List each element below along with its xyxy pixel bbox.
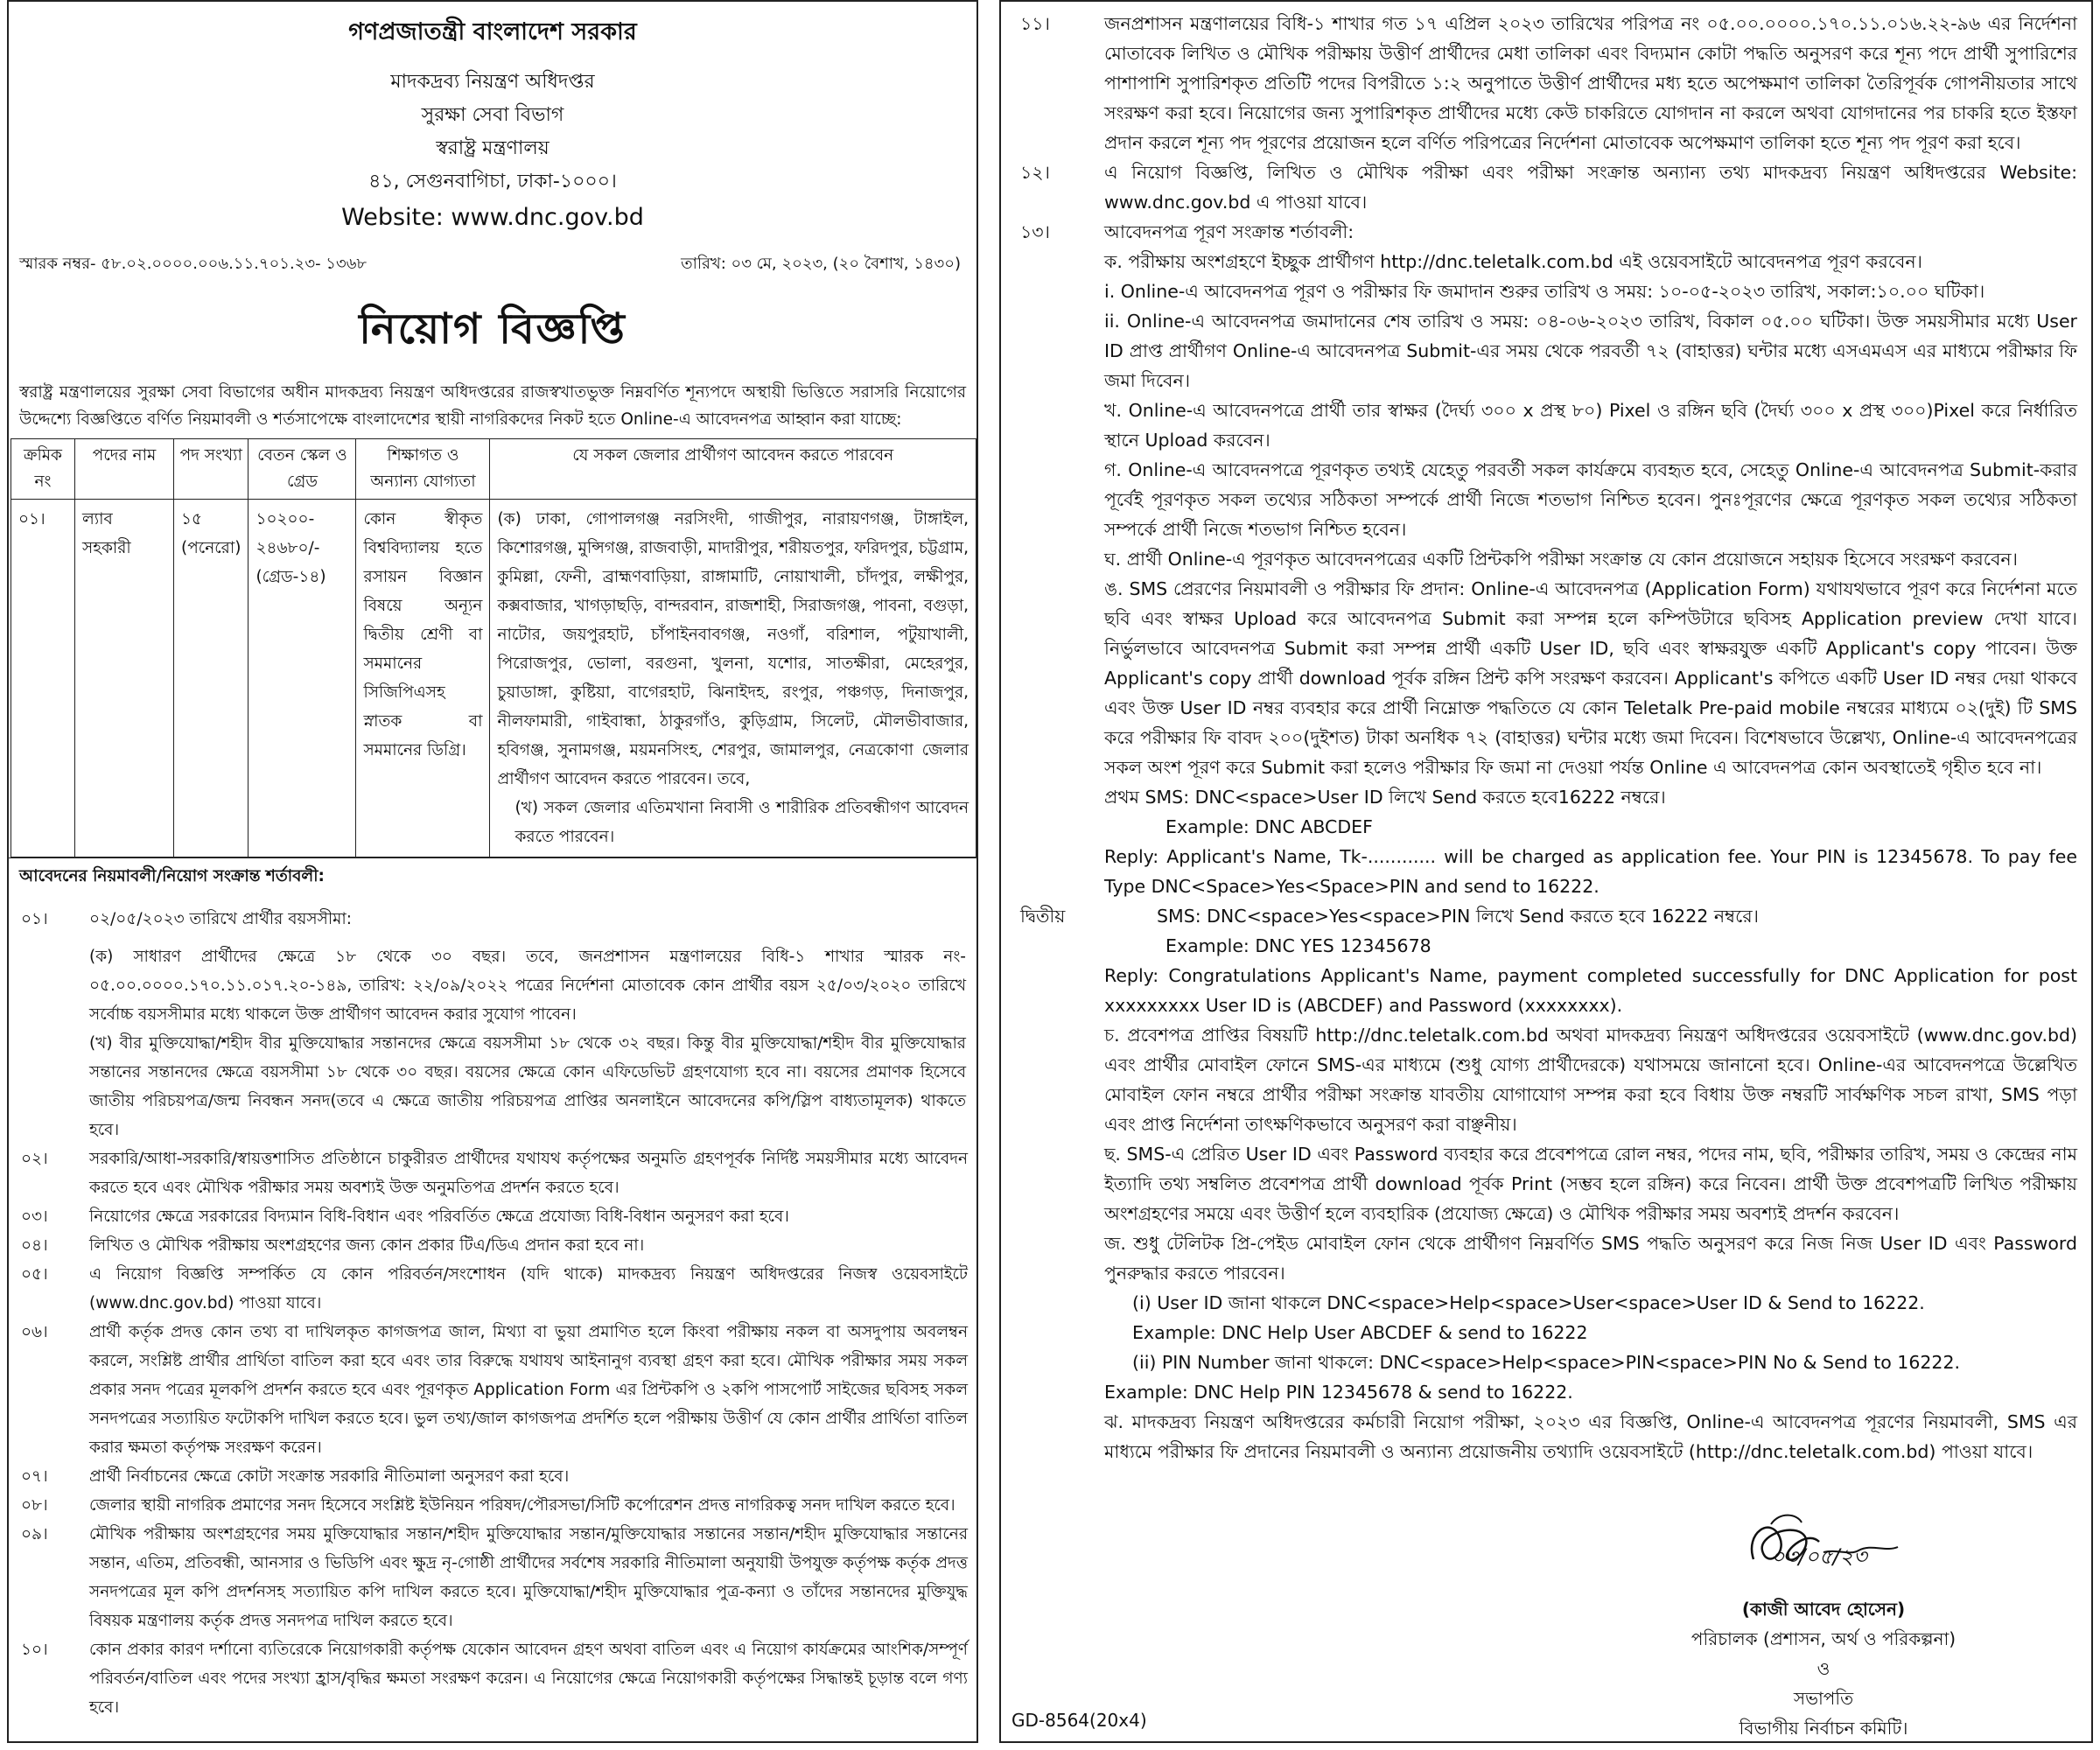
left-column xyxy=(7,0,978,1743)
sub-gha: ঘ. প্রার্থী Online-এ পূরণকৃত আবেদনপত্রের একটি প্রিন্টকপি পরীক্ষা সংক্রান্ত যে কোন প্রয়োজনে সহায়ক হিসেবে সংরক্ষণ করবেন। xyxy=(1104,549,2018,570)
clause-number: ১২। xyxy=(1020,162,1050,183)
sms-second: SMS: DNC<space>Yes<space>PIN লিখে Send করতে হবে 16222 নম্বরে। xyxy=(1157,906,1759,927)
clause-number: ১৩। xyxy=(1020,221,1050,242)
sms-first: প্রথম SMS: DNC<space>User ID লিখে Send করতে হবে16222 নম্বরে। xyxy=(1104,787,1666,808)
clause-text: ০২/০৫/২০২৩ তারিখে প্রার্থীর বয়সসীমা: xyxy=(89,910,353,928)
vacancy-table xyxy=(10,438,976,858)
districts-b: (খ) সকল জেলার এতিমখানা নিবাসী ও শারীরিক প্রতিবন্ধীগণ আবেদন করতে পারবেন। xyxy=(514,799,969,846)
cell-count: ১৫ (পনেরো) xyxy=(174,500,248,858)
ministry-name: স্বরাষ্ট্র মন্ত্রণালয় xyxy=(436,137,550,159)
second-label: দ্বিতীয় xyxy=(1020,906,1066,927)
clause-text: এ নিয়োগ বিজ্ঞপ্তি সম্পর্কিত যে কোন পরিবর্তন/সংশোধন (যদি থাকে) মাদকদ্রব্য নিয়ন্ত্রণ অধিদপ্তরের নিজস্ব ওয়েবসাইটে (www.dnc.gov.bd) পাওয়া যাবে। xyxy=(89,1265,968,1312)
clause-text: কোন প্রকার কারণ দর্শানো ব্যতিরেকে নিয়োগকারী কর্তৃপক্ষ যেকোন আবেদন গ্রহণ অথবা বাতিল এবং এ নিয়োগ কার্যক্রমের আংশিক/সম্পূর্ণ পরিবর্তন/বাতিল এবং পদের সংখ্যা হ্রাস/বৃদ্ধির ক্ষমতা সংরক্ষণ করেন। এ নিয়োগের ক্ষেত্রে নিয়োগকারী কর্তৃপক্ষের সিদ্ধান্তই চূড়ান্ত বলে গণ্য হবে। xyxy=(89,1641,968,1717)
signatory-name: (কাজী আবেদ হোসেন) xyxy=(1741,1599,1906,1620)
cell-post: ল্যাব সহকারী xyxy=(75,500,174,858)
col-districts: যে সকল জেলার প্রার্থীগণ আবেদন করতে পারবেন xyxy=(490,439,976,500)
clause-number: ০৩। xyxy=(21,1208,48,1226)
sub-ii: ii. Online-এ আবেদনপত্র জমাদানের শেষ তারিখ ও সময়: ০৪-০৬-২০২৩ তারিখ, বিকাল ০৫.০০ ঘটিকা। উক্ত সময়সীমার মধ্যে User ID প্রাপ্ত প্রার্থীগণ Online-এ আবেদনপত্র Submit-এর সময় থেকে পরবর্তী ৭২ (বাহাত্তর) ঘন্টার মধ্যে এসএমএস এর মাধ্যমে পরীক্ষার ফি জমা দিবেন। xyxy=(1104,311,2077,391)
clause-05 xyxy=(9,1260,976,1318)
govt-header: গণপ্রজাতন্ত্রী বাংলাদেশ সরকার xyxy=(348,18,637,46)
col-post: পদের নাম xyxy=(75,439,174,500)
clause-number: ১১। xyxy=(1020,13,1050,34)
memo-date: তারিখ: ০৩ মে, ২০২৩, (২০ বৈশাখ, ১৪৩০) xyxy=(681,255,961,273)
table-header-row xyxy=(11,439,976,500)
signatory-designation: পরিচালক (প্রশাসন, অর্থ ও পরিকল্পনা) xyxy=(1690,1628,1956,1649)
website-line: Website: www.dnc.gov.bd xyxy=(341,204,644,231)
clause-01 xyxy=(9,905,976,934)
notice-title: নিয়োগ বিজ্ঞপ্তি xyxy=(359,304,626,354)
col-scale: বেতন স্কেল ও গ্রেড xyxy=(248,439,356,500)
memo-row xyxy=(9,237,976,278)
sub-ja-ii: (ii) PIN Number জানা থাকলে: DNC<space>Help<space>PIN<space>PIN No & Send to 16222. xyxy=(1132,1352,1961,1373)
sub-ka: ক. পরীক্ষায় অংশগ্রহণে ইচ্ছুক প্রার্থীগণ http://dnc.teletalk.com.bd এই ওয়েবসাইটে আবেদনপত্র পূরণ করবেন। xyxy=(1104,251,1922,272)
cell-districts xyxy=(490,500,976,858)
clause-02 xyxy=(9,1144,976,1202)
sub-ja: জ. শুধু টেলিটক প্রি-পেইড মোবাইল ফোন থেকে প্রার্থীগণ নিম্নবর্ণিত SMS পদ্ধতি অনুসরণ করে নিজ নিজ User ID এবং Password পুনরুদ্ধার করতে পারবেন। xyxy=(1104,1233,2077,1284)
clause-text: আবেদনপত্র পূরণ সংক্রান্ত শর্তাবলী: xyxy=(1104,221,1354,242)
cell-serial: ০১। xyxy=(11,500,75,858)
sms-example-1: Example: DNC ABCDEF xyxy=(1166,816,1373,837)
intro-paragraph: স্বরাষ্ট্র মন্ত্রণালয়ের সুরক্ষা সেবা বিভাগের অধীন মাদকদ্রব্য নিয়ন্ত্রণ অধিদপ্তরের রাজস্বখাতভুক্ত নিম্নবর্ণিত শূন্যপদে অস্থায়ী ভিত্তিতে সরাসরি নিয়োগের উদ্দেশ্যে বিজ্ঞপ্তিতে বর্ণিত নিয়মাবলী ও শর্তসাপেক্ষে বাংলাদেশের স্থায়ী নাগরিকদের নিকট হতে Online-এ আবেদনপত্র আহ্বান করা যাচ্ছে: xyxy=(19,383,966,429)
cell-qualification: কোন স্বীকৃত বিশ্ববিদ্যালয় হতে রসায়ন বিজ্ঞান বিষয়ে অন্যূন দ্বিতীয় শ্রেণী বা সমমানের সিজিপিএসহ স্নাতক বা সমমানের ডিগ্রি। xyxy=(356,500,490,858)
clause-number: ০২। xyxy=(21,1150,48,1168)
clause-01-a: (ক) সাধারণ প্রার্থীদের ক্ষেত্রে ১৮ থেকে ৩০ বছর। তবে, জনপ্রশাসন মন্ত্রণালয়ের বিধি-১ শাখার স্মারক নং- ০৫.০০.০০০০.১৭০.১১.০১৭.২০-১৪৯, তারিখ: ২২/০৯/২০২২ পত্রের নির্দেশনা মোতাবেক কোন প্রার্থীর বয়স ২৫/০৩/২০২০ তারিখে সর্বোচ্চ বয়সসীমার মধ্যে থাকলে উক্ত প্রার্থীগণ আবেদন করার সুযোগ পাবেন। xyxy=(89,948,966,1024)
cell-scale: ১০২০০- ২৪৬৮০/- (গ্রেড-১৪) xyxy=(248,500,356,858)
clause-11 xyxy=(1001,9,2091,158)
memo-number: স্মারক নম্বর- ৫৮.০২.০০০০.০০৬.১১.৭০১.২৩- ১৩৬৮ xyxy=(19,255,368,273)
sub-uma: ঙ. SMS প্রেরণের নিয়মাবলী ও পরীক্ষার ফি প্রদান: Online-এ আবেদনপত্র (Application Form) যথাযথভাবে পূরণ করে নির্দেশনা মতে ছবি এবং স্বাক্ষর Upload করে আবেদনপত্র Submit করা সম্পন্ন হলে কম্পিউটারে ছবিসহ Application preview দেখা যাবে। নির্ভুলভাবে আবেদনপত্র Submit করা সম্পন্ন প্রার্থী একটি User ID, ছবি এবং স্বাক্ষরযুক্ত একটি Applicant's copy পাবেন। উক্ত Applicant's copy প্রার্থী download পূর্বক রঙ্গিন প্রিন্ট কপি সংরক্ষণ করবেন। Applicant's কপিতে একটি User ID নম্বর দেয়া থাকবে এবং উক্ত User ID নম্বর ব্যবহার করে প্রার্থী নিম্নোক্ত পদ্ধতিতে যে কোন Teletalk Pre-paid mobile নম্বরের মাধ্যমে ০২(দুই) টি SMS করে পরীক্ষার ফি বাবদ ২০০(দুইশত) টাকা অনধিক ৭২ (বাহাত্তর) ঘন্টার মধ্যে জমা দিবেন। বিশেষভাবে উল্লেখ্য, Online-এ আবেদনপত্রের সকল অংশ পূরণ করে Submit করা হলেও পরীক্ষার ফি জমা না দেওয়া পর্যন্ত Online এ আবেদনপত্র কোন অবস্থাতেই গৃহীত হবে না। xyxy=(1104,578,2077,778)
col-count: পদ সংখ্যা xyxy=(174,439,248,500)
clause-07 xyxy=(9,1462,976,1491)
clause-text: এ নিয়োগ বিজ্ঞপ্তি, লিখিত ও মৌখিক পরীক্ষা এবং পরীক্ষা সংক্রান্ত অন্যান্য তথ্য মাদকদ্রব্য নিয়ন্ত্রণ অধিদপ্তরের Website: www.dnc.gov.bd এ পাওয়া যাবে। xyxy=(1104,162,2077,213)
sub-cha: চ. প্রবেশপত্র প্রাপ্তির বিষয়টি http://dnc.teletalk.com.bd অথবা মাদকদ্রব্য নিয়ন্ত্রণ অধিদপ্তরের ওয়েবসাইটে (www.dnc.gov.bd) এবং প্রার্থীর মোবাইল ফোনে SMS-এর মাধ্যমে (শুধু যোগ্য প্রার্থীদেরকে) যথাসময়ে জানানো হবে। Online-এর আবেদনপত্রে উল্লেখিত মোবাইল ফোন নম্বরে প্রার্থীর পরীক্ষা সংক্রান্ত যাবতীয় যোগাযোগ সম্পন্ন করা হবে বিধায় উক্ত নম্বরটি সার্বক্ষণিক সচল রাখা, SMS পড়া এবং প্রাপ্ত নির্দেশনা তাৎক্ষণিকভাবে অনুসরণ করা বাঞ্ছনীয়। xyxy=(1104,1025,2077,1135)
signature-block xyxy=(1640,1498,2007,1743)
clause-text: নিয়োগের ক্ষেত্রে সরকারের বিদ্যমান বিধি-বিধান এবং পরিবর্তিত ক্ষেত্রে প্রযোজ্য বিধি-বিধান অনুসরণ করা হবে। xyxy=(89,1208,789,1226)
gd-code: GD-8564(20x4) xyxy=(1012,1710,1147,1731)
clause-text: জেলার স্থায়ী নাগরিক প্রমাণের সনদ হিসেবে সংশ্লিষ্ট ইউনিয়ন পরিষদ/পৌরসভা/সিটি কর্পোরেশন প্রদত্ত নাগরিকত্ব সনদ দাখিল করতে হবে। xyxy=(89,1496,956,1515)
sub-kha: খ. Online-এ আবেদনপত্রে প্রার্থী তার স্বাক্ষর (দৈর্ঘ্য ৩০০ x প্রস্থ ৮০) Pixel ও রঙ্গিন ছবি (দৈর্ঘ্য ৩০০ x প্রস্থ ৩০০)Pixel করে নির্ধারিত স্থানে Upload করবেন। xyxy=(1104,400,2077,451)
sms-example-2: Example: DNC YES 12345678 xyxy=(1166,935,1432,956)
signatory-chair: সভাপতি xyxy=(1793,1688,1854,1709)
sub-ja-ii-example: Example: DNC Help PIN 12345678 & send to 16222. xyxy=(1104,1382,1573,1403)
sub-ja-i: (i) User ID জানা থাকলে DNC<space>Help<space>User<space>User ID & Send to 16222. xyxy=(1132,1292,1925,1313)
sms-reply-1: Reply: Applicant's Name, Tk-............ will be charged as application fee. Your PIN is 12345678. To pay fee Type DNC<Space>Yes<Space>PIN and send to 16222. xyxy=(1104,846,2077,897)
clause-text: লিখিত ও মৌখিক পরীক্ষায় অংশগ্রহণের জন্য কোন প্রকার টিএ/ডিএ প্রদান করা হবে না। xyxy=(89,1236,645,1255)
sms-second-row xyxy=(1001,901,2091,931)
clause-number: ০৯। xyxy=(21,1525,48,1544)
clause-04 xyxy=(9,1231,976,1260)
division-name: সুরক্ষা সেবা বিভাগ xyxy=(421,104,564,126)
clause-text: মৌখিক পরীক্ষায় অংশগ্রহণের সময় মুক্তিযোদ্ধার সন্তান/শহীদ মুক্তিযোদ্ধার সন্তান/মুক্তিযোদ্ধার সন্তানের সন্তান/শহীদ মুক্তিযোদ্ধার সন্তানের সন্তান, এতিম, প্রতিবন্ধী, আনসার ও ভিডিপি এবং ক্ষুদ্র নৃ-গোষ্ঠী প্রার্থীদের সর্বশেষ সরকারি নীতিমালা অনুযায়ী উপযুক্ত কর্তৃপক্ষ কর্তৃক প্রদত্ত সনদপত্রের মূল কপি প্রদর্শনসহ সত্যায়িত কপি দাখিল করতে হবে। মুক্তিযোদ্ধা/শহীদ মুক্তিযোদ্ধার পুত্র-কন্যা ও তাঁদের সন্তানদের মুক্তিযুদ্ধ বিষয়ক মন্ত্রণালয় কর্তৃক প্রদত্ত সনদপত্র দাখিল করতে হবে। xyxy=(89,1525,968,1630)
sub-i: i. Online-এ আবেদনপত্র পূরণ ও পরীক্ষার ফি জমাদান শুরুর তারিখ ও সময়: ১০-০৫-২০২৩ তারিখ, সকাল:১০.০০ ঘটিকা। xyxy=(1104,281,1985,302)
clause-06 xyxy=(9,1318,976,1462)
districts-a: (ক) ঢাকা, গোপালগঞ্জ নরসিংদী, গাজীপুর, নারায়ণগঞ্জ, টাঙ্গাইল, কিশোরগঞ্জ, মুন্সিগঞ্জ, রাজবাড়ী, মাদারীপুর, শরীয়তপুর, ফরিদপুর, চট্টগ্রাম, কুমিল্লা, ফেনী, ব্রাহ্মণবাড়িয়া, রাঙ্গামাটি, নোয়াখালী, চাঁদপুর, লক্ষীপুর, কক্সবাজার, খাগড়াছড়ি, বান্দরবান, রাজশাহী, সিরাজগঞ্জ, পাবনা, বগুড়া, নাটোর, জয়পুরহাট, চাঁপাইনবাবগঞ্জ, নওগাঁ, বরিশাল, পটুয়াখালী, পিরোজপুর, ভোলা, বরগুনা, খুলনা, যশোর, সাতক্ষীরা, মেহেরপুর, চুয়াডাঙ্গা, কুষ্টিয়া, বাগেরহাট, ঝিনাইদহ, রংপুর, পঞ্চগড়, দিনাজপুর, নীলফামারী, গাইবান্ধা, ঠাকুরগাঁও, কুড়িগ্রাম, সিলেট, মৌলভীবাজার, হবিগঞ্জ, সুনামগঞ্জ, ময়মনসিংহ, শেরপুর, জামালপুর, নেত্রকোণা জেলার প্রার্থীগণ আবেদন করতে পারবেন। তবে, xyxy=(497,510,969,788)
clause-number: ০৫। xyxy=(21,1265,48,1284)
signature-mark xyxy=(1640,1498,2007,1594)
clause-text: প্রার্থী নির্বাচনের ক্ষেত্রে কোটা সংক্রান্ত সরকারি নীতিমালা অনুসরণ করা হবে। xyxy=(89,1467,570,1486)
sms-reply-2: Reply: Congratulations Applicant's Name, payment completed successfully for DNC Application for post xxxxxxxxx User ID is (ABCDEF) and Password (xxxxxxxx). xyxy=(1104,965,2077,1016)
sub-jha: ঝ. মাদকদ্রব্য নিয়ন্ত্রণ অধিদপ্তরের কর্মচারী নিয়োগ পরীক্ষা, ২০২৩ এর বিজ্ঞপ্তি, Online-এ আবেদনপত্র পূরণের নিয়মাবলী, SMS এর মাধ্যমে পরীক্ষার ফি প্রদানের নিয়মাবলী ও অন্যান্য প্রয়োজনীয় তথ্যাদি ওয়েবসাইটে (http://dnc.teletalk.com.bd) পাওয়া যাবে। xyxy=(1104,1411,2077,1462)
clause-number: ১০। xyxy=(21,1641,48,1659)
office-address: ৪১, সেগুনবাগিচা, ঢাকা-১০০০। xyxy=(368,171,617,192)
clause-number: ০৮। xyxy=(21,1496,48,1515)
clause-13 xyxy=(1001,217,2091,247)
clause-text: প্রার্থী কর্তৃক প্রদত্ত কোন তথ্য বা দাখিলকৃত কাগজপত্র জাল, মিথ্যা বা ভুয়া প্রমাণিত হলে কিংবা পরীক্ষায় নকল বা অসদুপায় অবলম্বন করলে, সংশ্লিষ্ট প্রার্থীর প্রার্থিতা বাতিল করা হবে এবং তার বিরুদ্ধে যথাযথ আইনানুগ ব্যবস্থা গ্রহণ করা হবে। মৌখিক পরীক্ষার সময় সকল প্রকার সনদ পত্রের মূলকপি প্রদর্শন করতে হবে এবং পূরণকৃত Application Form এর প্রিন্টকপি ও ২কপি পাসপোর্ট সাইজের ছবিসহ সকল সনদপত্রের সত্যায়িত ফটোকপি দাখিল করতে হবে। ভুল তথ্য/জাল কাগজপত্র প্রদর্শিত হলে পরীক্ষায় উত্তীর্ণ যে কোন প্রার্থীর প্রার্থিতা বাতিল করার ক্ষমতা কর্তৃপক্ষ সংরক্ষণ করেন। xyxy=(89,1323,968,1457)
clause-text: সরকারি/আধা-সরকারি/স্বায়ত্তশাসিত প্রতিষ্ঠানে চাকুরীরত প্রার্থীদের যথাযথ কর্তৃপক্ষের অনুমতি গ্রহণপূর্বক নির্দিষ্ট সময়সীমার মধ্যে আবেদন করতে হবে এবং মৌখিক পরীক্ষার সময় অবশ্যই উক্ত অনুমতিপত্র প্রদর্শন করতে হবে। xyxy=(89,1150,968,1197)
signatory-and: ও xyxy=(1816,1658,1830,1679)
sub-chha: ছ. SMS-এ প্রেরিত User ID এবং Password ব্যবহার করে প্রবেশপত্রে রোল নম্বর, পদের নাম, ছবি, পরীক্ষার তারিখ, সময় ও কেন্দ্রের নাম ইত্যাদি তথ্য সম্বলিত প্রবেশপত্র প্রার্থী download পূর্বক Print (সম্ভব হলে রঙ্গিন) করে নিবেন। প্রার্থী উক্ত প্রবেশপত্রটি লিখিত পরীক্ষায় অংশগ্রহণের সময়ে এবং উত্তীর্ণ হলে ব্যবহারিক (প্রযোজ্য ক্ষেত্রে) ও মৌখিক পরীক্ষার সময় অবশ্যই প্রদর্শন করবেন। xyxy=(1104,1144,2077,1224)
sub-ga: গ. Online-এ আবেদনপত্রে পূরণকৃত তথ্যই যেহেতু পরবর্তী সকল কার্যক্রমে ব্যবহৃত হবে, সেহেতু Online-এ আবেদনপত্র Submit-করার পূর্বেই পূরণকৃত সকল তথ্যের সঠিকতা সম্পর্কে প্রার্থী নিজে শতভাগ নিশ্চিত হবেন। পুনঃপূরণের ক্ষেত্রে পূরণকৃত সকল তথ্যের সঠিকতা সম্পর্কে প্রার্থী নিজে শতভাগ নিশ্চিত হবেন। xyxy=(1104,459,2077,540)
signatory-committee: বিভাগীয় নির্বাচন কমিটি। xyxy=(1739,1718,1908,1739)
clause-text: জনপ্রশাসন মন্ত্রণালয়ের বিধি-১ শাখার গত ১৭ এপ্রিল ২০২৩ তারিখের পরিপত্র নং ০৫.০০.০০০০.১৭০.১১.০১৬.২২-৯৬ এর নির্দেশনা মোতাবেক লিখিত ও মৌখিক পরীক্ষায় উত্তীর্ণ প্রার্থীদের মেধা তালিকা এবং বিদ্যমান কোটা পদ্ধতি অনুসরণ করে শূন্য পদে প্রার্থী সুপারিশের পাশাপাশি সুপারিশকৃত প্রতিটি পদের বিপরীতে ১:২ অনুপাতে উত্তীর্ণ প্রার্থীদের মধ্য হতে অপেক্ষমাণ তালিকা তৈরিপূর্বক গোপনীয়তার সাথে সংরক্ষণ করা হবে। নিয়োগের জন্য সুপারিশকৃত প্রার্থীদের মধ্যে কেউ চাকরিতে যোগদান না করলে অথবা যোগদানের পর চাকরি হতে ইস্তফা প্রদান করলে শূন্য পদ পূরণের প্রয়োজন হলে বর্ণিত পরিপত্রের নির্দেশনা মোতাবেক অপেক্ষমাণ তালিকা হতে শূন্য পদ পূরণ করা হবে। xyxy=(1104,13,2077,153)
sub-ja-i-example: Example: DNC Help User ABCDEF & send to 16222 xyxy=(1132,1322,1588,1343)
table-row xyxy=(11,500,976,858)
clause-number: ০৭। xyxy=(21,1467,48,1486)
clause-number: ০১। xyxy=(21,910,48,928)
col-qualification: শিক্ষাগত ও অন্যান্য যোগ্যতা xyxy=(356,439,490,500)
clause-12 xyxy=(1001,158,2091,217)
terms-title: আবেদনের নিয়মাবলী/নিয়োগ সংক্রান্ত শর্তাবলী: xyxy=(9,858,976,896)
clause-03 xyxy=(9,1202,976,1231)
clause-10 xyxy=(9,1635,976,1722)
clause-08 xyxy=(9,1491,976,1520)
clause-number: ০৬। xyxy=(21,1323,48,1341)
clause-01-b: (খ) বীর মুক্তিযোদ্ধা/শহীদ বীর মুক্তিযোদ্ধার সন্তানদের ক্ষেত্রে বয়সসীমা ১৮ থেকে ৩২ বছর। কিন্তু বীর মুক্তিযোদ্ধা/শহীদ বীর মুক্তিযোদ্ধার সন্তানের সন্তানদের ক্ষেত্রে বয়সসীমা ১৮ থেকে ৩০ বছর। বয়সের ক্ষেত্রে কোন এফিডেভিট গ্রহণযোগ্য হবে না। বয়সের প্রমাণক হিসেবে জাতীয় পরিচয়পত্র/জন্ম নিবন্ধন সনদ(তবে এ ক্ষেত্রে জাতীয় পরিচয়পত্র প্রাপ্তির অনলাইনে আবেদনের কপি/স্লিপ বাধ্যতামূলক) থাকতে হবে। xyxy=(89,1034,966,1139)
right-column xyxy=(999,0,2093,1743)
signature-date: ০৩/০৫/২৩ xyxy=(1771,1544,1867,1569)
clause-number: ০৪। xyxy=(21,1236,48,1255)
department-name: মাদকদ্রব্য নিয়ন্ত্রণ অধিদপ্তর xyxy=(390,71,595,93)
clause-09 xyxy=(9,1520,976,1635)
col-serial: ক্রমিক নং xyxy=(11,439,75,500)
